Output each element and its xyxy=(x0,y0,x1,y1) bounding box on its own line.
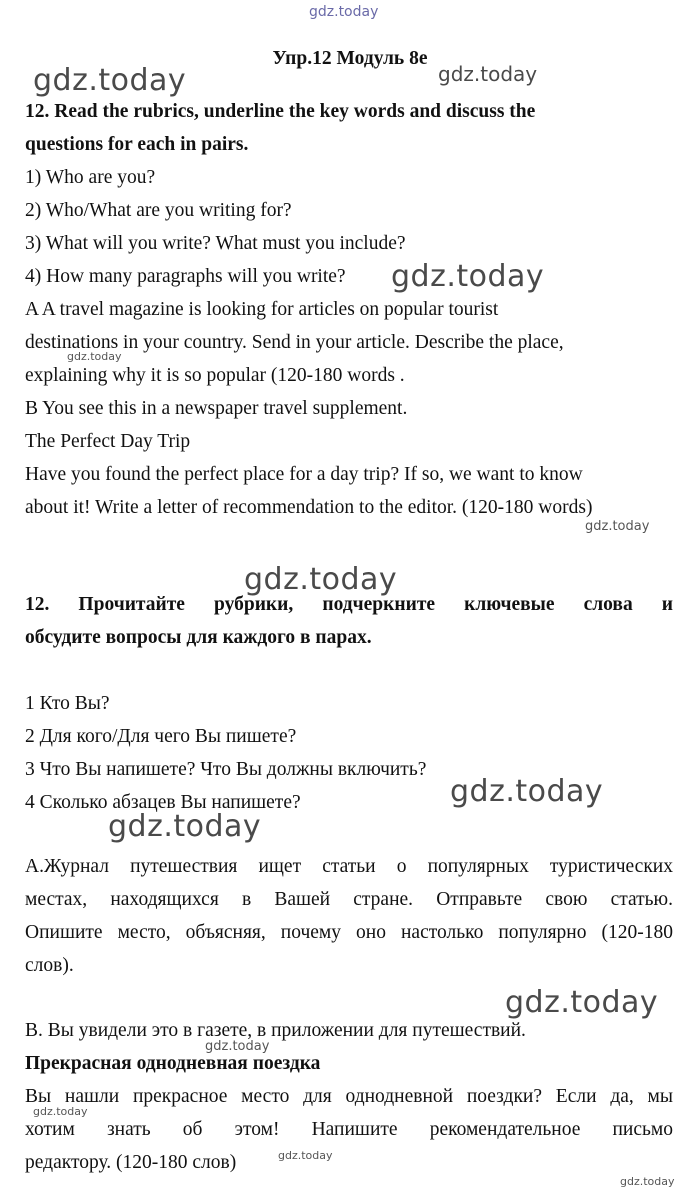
watermark: gdz.today xyxy=(244,562,398,597)
english-rubric-a-line-2: destinations in your country. Send in your article. Describe the place, xyxy=(25,332,564,353)
russian-rubric-a-line-4: слов). xyxy=(25,955,74,976)
watermark: gdz.today xyxy=(450,774,604,809)
watermark: gdz.today xyxy=(620,1175,675,1188)
english-rubric-b-line-1: Have you found the perfect place for a day trip? If so, we want to know xyxy=(25,464,583,485)
russian-rubric-b-line-3: редактору. (120-180 слов) xyxy=(25,1152,237,1173)
english-question-4: 4) How many paragraphs will you write? xyxy=(25,266,346,287)
russian-question-2: 2 Для кого/Для чего Вы пишете? xyxy=(25,726,297,747)
russian-rubric-a-line-3: Опишите место, объясняя, почему оно настолько популярно (120-180 xyxy=(25,922,673,943)
watermark: gdz.today xyxy=(205,1039,270,1054)
english-question-1: 1) Who are you? xyxy=(25,167,156,188)
watermark: gdz.today xyxy=(585,519,650,534)
english-rubric-a-line-3: explaining why it is so popular (120-180 words . xyxy=(25,365,405,386)
russian-question-3: 3 Что Вы напишете? Что Вы должны включить? xyxy=(25,759,427,780)
watermark-top: gdz.today xyxy=(309,4,379,20)
english-question-3: 3) What will you write? What must you include? xyxy=(25,233,406,254)
russian-rubric-a-line-1: А.Журнал путешествия ищет статьи о популярных туристических xyxy=(25,856,673,877)
russian-rubric-a-line-2: местах, находящихся в Вашей стране. Отправьте свою статью. xyxy=(25,889,673,910)
watermark: gdz.today xyxy=(67,350,122,363)
watermark: gdz.today xyxy=(391,259,545,294)
english-rubric-a-line-1: A A travel magazine is looking for articles on popular tourist xyxy=(25,299,499,320)
english-rubric-b-heading: The Perfect Day Trip xyxy=(25,431,191,452)
russian-rubric-b-intro: В. Вы увидели это в газете, в приложении для путешествий. xyxy=(25,1020,526,1041)
english-rubric-b-intro: B You see this in a newspaper travel supplement. xyxy=(25,398,408,419)
russian-question-1: 1 Кто Вы? xyxy=(25,693,110,714)
watermark: gdz.today xyxy=(33,1105,88,1118)
russian-task-line-1: 12. Прочитайте рубрики, подчеркните ключевые слова и xyxy=(25,594,673,615)
watermark: gdz.today xyxy=(278,1149,333,1162)
russian-rubric-b-line-1: Вы нашли прекрасное место для однодневной поездки? Если да, мы xyxy=(25,1086,673,1107)
russian-rubric-b-line-2: хотим знать об этом! Напишите рекомендательное письмо xyxy=(25,1119,673,1140)
english-rubric-b-line-2: about it! Write a letter of recommendation to the editor. (120-180 words) xyxy=(25,497,593,518)
watermark: gdz.today xyxy=(505,985,659,1020)
watermark: gdz.today xyxy=(33,63,187,98)
russian-question-4: 4 Сколько абзацев Вы напишете? xyxy=(25,792,301,813)
watermark: gdz.today xyxy=(438,62,538,86)
watermark: gdz.today xyxy=(108,809,262,844)
english-task-line-1: 12. Read the rubrics, underline the key words and discuss the xyxy=(25,101,536,122)
english-question-2: 2) Who/What are you writing for? xyxy=(25,200,292,221)
page-title: Упр.12 Модуль 8e xyxy=(272,48,428,69)
russian-task-line-2: обсудите вопросы для каждого в парах. xyxy=(25,627,372,648)
russian-rubric-b-heading: Прекрасная однодневная поездка xyxy=(25,1053,321,1074)
english-task-line-2: questions for each in pairs. xyxy=(25,134,249,155)
